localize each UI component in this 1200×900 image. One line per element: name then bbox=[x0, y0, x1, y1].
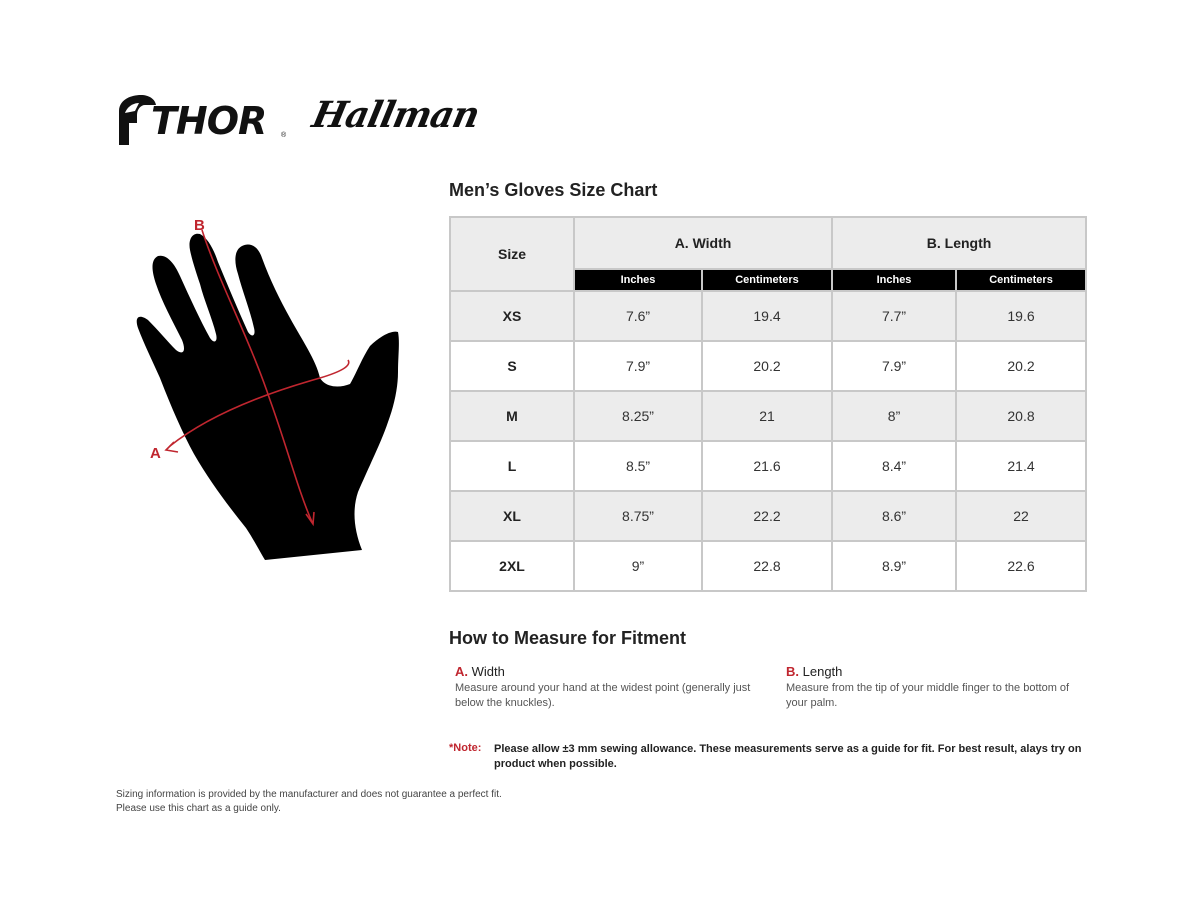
hand-measure-diagram bbox=[130, 210, 410, 570]
width-inches-cell: 7.9” bbox=[574, 341, 702, 391]
length-cm-cell: 20.8 bbox=[956, 391, 1086, 441]
table-row bbox=[450, 441, 1086, 491]
width-inches-cell: 8.25” bbox=[574, 391, 702, 441]
length-letter: B. bbox=[786, 664, 799, 679]
table-row bbox=[450, 541, 1086, 591]
size-cell: M bbox=[450, 391, 574, 441]
width-cm-cell: 19.4 bbox=[702, 291, 832, 341]
width-instructions-label bbox=[455, 664, 755, 679]
length-cm-cell: 21.4 bbox=[956, 441, 1086, 491]
width-arrow-head bbox=[166, 442, 178, 452]
length-cm-cell: 22.6 bbox=[956, 541, 1086, 591]
size-cell: XS bbox=[450, 291, 574, 341]
table-row bbox=[450, 391, 1086, 441]
registered-mark: ® bbox=[281, 132, 287, 139]
size-table bbox=[449, 216, 1087, 592]
size-cell: 2XL bbox=[450, 541, 574, 591]
width-cm-cell: 22.8 bbox=[702, 541, 832, 591]
chart-title: Men’s Gloves Size Chart bbox=[449, 180, 658, 200]
length-name: Length bbox=[802, 664, 843, 679]
disclaimer-line-1: Sizing information is provided by the manufacturer and does not guarantee a perfect fit. bbox=[116, 789, 502, 800]
width-cm-header: Centimeters bbox=[702, 269, 832, 291]
width-instructions bbox=[455, 664, 755, 711]
measure-title: How to Measure for Fitment bbox=[449, 628, 687, 648]
width-inches-cell: 7.6” bbox=[574, 291, 702, 341]
length-cm-header: Centimeters bbox=[956, 269, 1086, 291]
brand-logos bbox=[115, 90, 483, 152]
note-label: *Note: bbox=[449, 742, 482, 754]
length-inches-cell: 7.9” bbox=[832, 341, 956, 391]
table-header-row bbox=[450, 217, 1086, 269]
size-cell: L bbox=[450, 441, 574, 491]
width-name: Width bbox=[471, 664, 505, 679]
width-header: A. Width bbox=[574, 217, 832, 269]
length-inches-cell: 8.6” bbox=[832, 491, 956, 541]
width-description: Measure around your hand at the widest point (generally just below the knuckles). bbox=[455, 682, 751, 709]
note-text: Please allow ±3 mm sewing allowance. These measurements serve as a guide for fit. For best result, alays try on product when possible. bbox=[494, 743, 1082, 770]
label-b: B bbox=[194, 217, 205, 234]
width-inches-header: Inches bbox=[574, 269, 702, 291]
width-cm-cell: 21.6 bbox=[702, 441, 832, 491]
hand-silhouette bbox=[137, 234, 399, 560]
disclaimer bbox=[116, 788, 566, 816]
length-inches-cell: 8.9” bbox=[832, 541, 956, 591]
thor-logo bbox=[115, 90, 290, 150]
length-description: Measure from the tip of your middle finger to the bottom of your palm. bbox=[786, 682, 1070, 709]
length-instructions bbox=[786, 664, 1086, 711]
size-cell: S bbox=[450, 341, 574, 391]
width-cm-cell: 20.2 bbox=[702, 341, 832, 391]
length-inches-cell: 7.7” bbox=[832, 291, 956, 341]
thor-wordmark: THOR bbox=[151, 99, 267, 143]
size-header: Size bbox=[450, 217, 574, 291]
length-instructions-label bbox=[786, 664, 1086, 679]
table-row bbox=[450, 491, 1086, 541]
hallman-logo: Hallman bbox=[308, 94, 483, 136]
length-inches-cell: 8.4” bbox=[832, 441, 956, 491]
disclaimer-line-2: Please use this chart as a guide only. bbox=[116, 803, 281, 814]
table-row bbox=[450, 341, 1086, 391]
length-cm-cell: 20.2 bbox=[956, 341, 1086, 391]
label-a: A bbox=[150, 445, 161, 462]
size-cell: XL bbox=[450, 491, 574, 541]
length-inches-header: Inches bbox=[832, 269, 956, 291]
width-inches-cell: 9” bbox=[574, 541, 702, 591]
length-cm-cell: 22 bbox=[956, 491, 1086, 541]
width-cm-cell: 21 bbox=[702, 391, 832, 441]
length-inches-cell: 8” bbox=[832, 391, 956, 441]
length-header: B. Length bbox=[832, 217, 1086, 269]
table-row bbox=[450, 291, 1086, 341]
width-inches-cell: 8.75” bbox=[574, 491, 702, 541]
length-cm-cell: 19.6 bbox=[956, 291, 1086, 341]
width-letter: A. bbox=[455, 664, 468, 679]
width-inches-cell: 8.5” bbox=[574, 441, 702, 491]
width-cm-cell: 22.2 bbox=[702, 491, 832, 541]
